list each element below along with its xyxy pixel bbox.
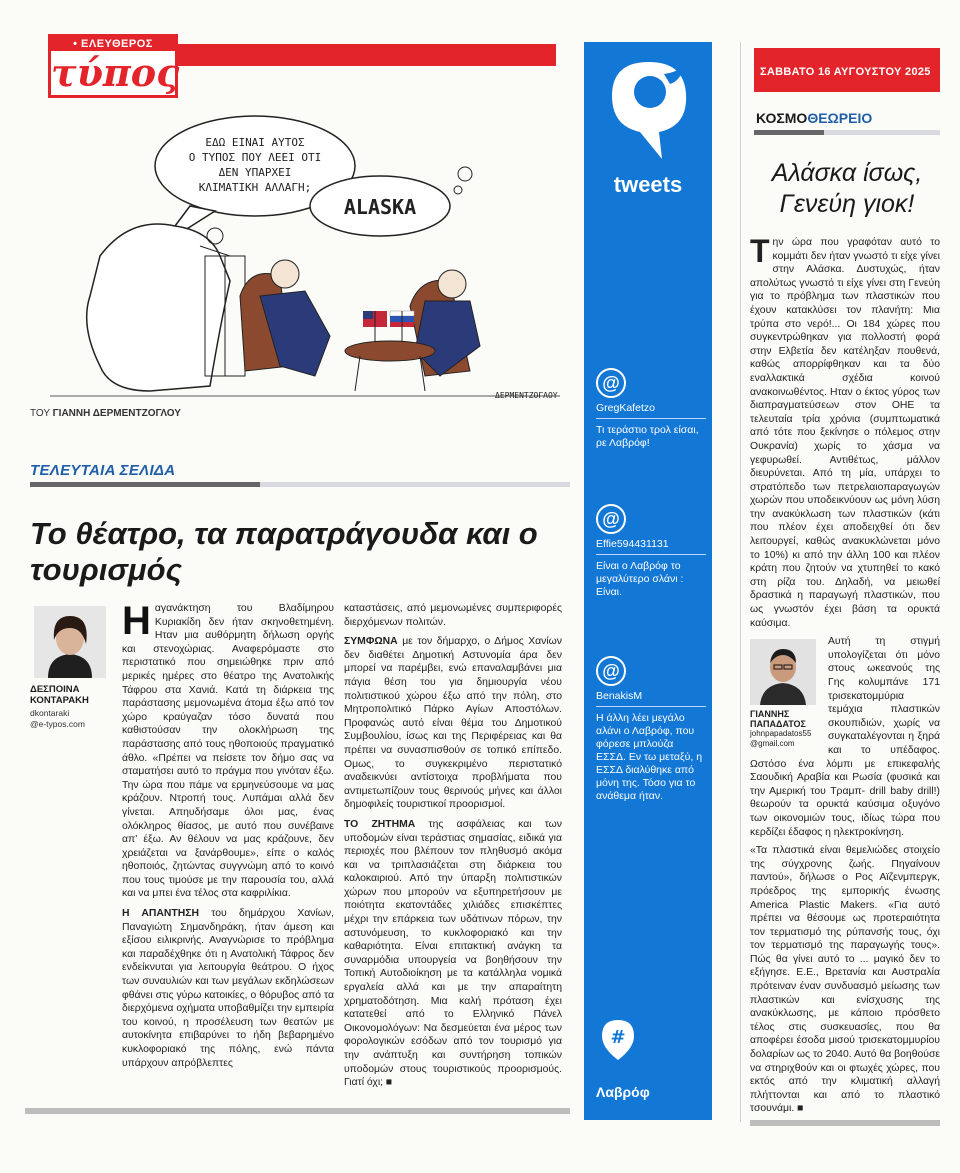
tweet-text: Είναι ο Λαβρόφ το μεγαλύτερο σλάνι : Είναι. [596, 560, 684, 598]
hashtag-icon [600, 1018, 636, 1062]
logo-top-text: • ΕΛΕΥΘΕΡΟΣ [51, 37, 175, 51]
columnist-name: ΓΙΑΝΝΗΣ ΠΑΠΑΔΑΤΟΣ [750, 709, 806, 730]
author-email [30, 708, 114, 730]
columnist-avatar-icon [750, 639, 816, 705]
cartoon-speech-line-4: ΚΛΙΜΑΤΙΚΗ ΑΛΛΑΓΗ; [198, 181, 312, 194]
tweet-handle[interactable]: GregKafetzo [596, 402, 655, 414]
article-paragraph-2 [122, 907, 334, 1070]
article-paragraph-5-lead: ΤΟ ΖΗΤΗΜΑ [344, 818, 416, 830]
article-paragraph-3: καταστάσεις, από μεμονωμένες συμπεριφορές διερχόμενων πολιτών. [344, 603, 562, 628]
cartoon-speech-line-3: ΔΕΝ ΥΠΑΡΧΕΙ [218, 166, 292, 179]
section-label: ΤΕΛΕΥΤΑΙΑ ΣΕΛΙΔΑ [30, 462, 176, 479]
article-column-1 [122, 599, 334, 1114]
column-separator [740, 42, 741, 1122]
article-paragraph-5-text: της ασφάλειας και των υποδομών είναι τεράστιας σημασίας, ειδικά για περιοχές που βλέπουν τον πληθυσμό ακόμα και να τριπλασιάζεται στη διάρκεια του καλοκαιριού. Από την ύπαρξη πολιτιστικών χώρων που μπορούν να εξυπηρετήσουν με ποιότητα εκατοντάδες χιλιάδες επισκέπτες μέχρι την επάρκεια των υδάτινων πόρων, την αστυνόμευση, το κυκλοφοριακό και την καθαριότητα. Είναι επιτακτική ανάγκη τα συναρμόδια υπουργεία να βοηθήσουν την Τοπική Αυτοδιοίκηση με τα κατάλληλα νομικά εργαλεία αλλά και με την απαραίτητη χρηματοδότηση. Μια καλή πρόταση έχει κατατεθεί από το Ελληνικό Πάνελ Οικονομολόγων: Να δεσμεύεται ένα μέρος των φορολογικών εσόδων από τον τουρισμό για την ανάπτυξη και συντήρηση τοπικών υποδομών στους τουριστικούς προορισμούς. Γιατί όχι; ■ [344, 818, 562, 1089]
column-rubric-b: ΘΕΩΡΕΙΟ [807, 110, 873, 126]
article-headline: Το θέατρο, τα παρατράγουδα και ο τουρισμός [30, 516, 538, 587]
article-paragraph-4-text: με τον δήμαρχο, ο Δήμος Χανίων δεν διαθέτει Δημοτική Αστυνομία άρα δεν μπορεί να παρέμβει, ενώ επαναλαμβάνει μια πάγια θέση του για δημιουργία νέου πολιτιστικού χώρου έξω από την πόλη, στο Μητροπολιτικό Πάρκο Αγίων Αποστόλων. Προφανώς αυτό είναι θέμα του Δημοτικού Συμβουλίου, ίσως και της Περιφέρειας και θα πρέπει να συνασπισθούν σε τοπικό επίπεδο. Ομως, το συγκεκριμένο περιστατικό αναδεικνύει αντίστοιχα προβλήματα που αντιμετωπίζουν τους θερινούς μήνες και άλλοι δημοφιλείς τουριστικοί προορισμοί. [344, 636, 562, 811]
article-paragraph-5 [344, 818, 562, 1090]
at-icon: @ [596, 504, 626, 534]
tweet-handle[interactable]: BenakisM [596, 690, 643, 702]
column-paragraph-1 [750, 233, 940, 630]
article-paragraph-2-text: του δημάρχου Χανίων, Παναγιώτη Σημανδηράκη, ήταν άμεση και εξίσου ειλικρινής. Αναγνώρισε το πρόβλημα και παραδέχθηκε ότι η Ανατολική Τάφρος δεν ενδείκνυται για λειτουργία θεάτρου. Ο ήχος των συναυλιών και των μεγάλων εκδηλώσεων φθάνει στις γύρω κατοικίες, ο θόρυβος από τα διερχόμενα οχήματα υποβαθμίζει την εμπειρία του κοινού, η προσέλευση των θεατών με αυτοκίνητα επιβαρύνει το ήδη βεβαρημένο κυκλοφοριακό της πόλης, ενώ πάντα υπάρχουν απρόβλεπτες [122, 908, 334, 1069]
column-rubric-a: ΚΟΣΜΟ [756, 110, 808, 126]
cartoon-illustration [40, 106, 570, 406]
column-bottom-rule [750, 1120, 940, 1126]
logo-main-text: τύπος [51, 50, 180, 95]
column-body [750, 233, 940, 1115]
tweet-divider [596, 554, 706, 555]
tweet-text: Η άλλη λέει μεγάλο αλάνι ο Λαβρόφ, που φόρεσε μπλούζα ΕΣΣΔ. Εν τω μεταξύ, η ΕΣΣΔ διαλύθηκε από μόνη της. Τόσο για το ανάθεμα ήταν. [596, 712, 703, 802]
svg-text:#: # [610, 1027, 626, 1048]
cartoon-speech-line-1: ΕΔΩ ΕΙΝΑΙ ΑΥΤΟΣ [205, 136, 305, 149]
issue-date: ΣΑΒΒΑΤΟ 16 ΑΥΓΟΥΣΤΟΥ 2025 [760, 66, 931, 78]
column-headline: Αλάσκα ίσως, Γενεύη γιοκ! [771, 159, 923, 218]
columnist-block [750, 639, 822, 751]
column-dropcap: Τ [750, 233, 770, 269]
newspaper-logo [48, 34, 178, 98]
article-paragraph-4 [344, 635, 562, 812]
columnist-email-line-1: johnpapadatos55 [750, 729, 812, 739]
author-name: ΔΕΣΠΟΙΝΑ ΚΟΝΤΑΡΑΚΗ [30, 684, 89, 706]
tweet-handle[interactable]: Effie594431131 [596, 538, 669, 550]
article-dropcap: Η [122, 599, 151, 643]
cartoon-credit [30, 408, 181, 419]
columnist-email-line-2: @gmail.com [750, 739, 795, 749]
article-paragraph-1 [122, 599, 334, 901]
cartoon-credit-name: ΓΙΑΝΝΗ ΔΕΡΜΕΝΤΖΟΓΛΟΥ [52, 408, 181, 419]
cartoon-signature: ΔΕΡΜΕΝΤΖΟΓΛΟΥ [495, 391, 558, 400]
article-column-2 [344, 602, 562, 1114]
article-bottom-rule [25, 1108, 570, 1114]
column-paragraph-2: Αυτή τη στιγμή υπολογίζεται ότι μόνο στους ωκεανούς της Γης κολυμπάνε 171 τρισεκατομμύρια τεμάχια πλαστικών σκουπιδιών, χωρίς να συγκαταλέγονται η ξηρά και το υπέδαφος. Ωστόσο ένα λόμπι με επικεφαλής Σαουδική Αραβία και Ρωσία (φυσικά και την Αμερική του Τραμπ- drill baby drill!) θεωρούν τα ορυκτά καύσιμα οξυγόνο των οικονομιών τους, ιδίως τώρα που κερδίζει έδαφος η ηλεκτροκίνηση. [750, 636, 940, 838]
column-rubric-rule-accent [754, 130, 824, 135]
article-paragraph-1-text: αγανάκτηση του Βλαδίμηρου Κυριακίδη δεν ήταν σκηνοθετημένη. Ηταν μια αυθόρμητη δήλωση οργής και στενοχώριας. Αναφερόμαστε στο περιστατικό που σημειώθηκε πριν από μερικές ημέρες στο θέατρο της Ανατολικής Τάφρου στα Χανιά. Κατά τη διάρκεια της παράστασης μεμονωμένα άτομα έξω από τον χώρο κραύγαζαν τόσο δυνατά που καθιστούσαν την ολοκλήρωση της παράστασης από τους ηθοποιούς πραγματικό άθλο. «Πρέπει να πείσετε τον δήμο σας να σταματήσει αυτό το πράγμα που γινόταν έξω. Την ώρα που πάμε να ερμηνεύσουμε να μας κράζουν. Ντροπή τους. Λυπάμαι αλλά δεν γίνεται. Απηυδήσαμε όλοι μας, ένας ολόκληρος θίασος, με αυτό που συνέβαινε απ’ έξω. Αν θέλουν να μας κράζουνε, δεν χρειάζεται να ξανάρθουμε», είπε ο καλός ηθοποιός, ζητώντας συγγνώμη από το κοινό που τους τιμούσε με την παρουσία του, αλλά και να μπει ένα τέλος στα καφριλίκια. [122, 603, 334, 900]
article-paragraph-4-lead: ΣΥΜΦΩΝΑ [344, 636, 398, 648]
cartoon-speech-line-2: Ο ΤΥΠΟΣ ΠΟΥ ΛΕΕΙ ΟΤΙ [188, 151, 322, 164]
author-photo [34, 606, 106, 678]
column-paragraph-1-text: ην ώρα που γραφόταν αυτό το κομμάτι δεν ήταν γνωστό τι είχε γίνει στην Αλάσκα. Δυστυχώς, ήταν απολύτως γνωστό τι είχε γίνει στη Γενεύη για το πρόβλημα των πλαστικών που έχουν κατακλύσει τον πλανήτη: Μια τρύπα στο νερό!... Οι 184 χώρες που συγκεντρώθηκαν για πολλοστή φορά στην Ελβετία δεν κατέληξαν πουθενά, καθώς απορρίφθηκαν και τα δύο εναλλακτικά σχέδια κοινού ανακοινωθέντος. Ηταν ο έκτος γύρος των διαπραγματεύσεων στον ΟΗΕ τα τελευταία τρία χρόνια (συμπτωματικά από τότε που ξεκίνησε ο πόλεμος στην Ουκρανία) χωρίς το χάσμα να γεφυρωθεί. Αντιθέτως, μάλλον διευρύνεται. Από τη μία, υπάρχει το στρατόπεδο των πετρελαιοπαραγωγών χωρών που υποδεικνύουν ως μόνη λύση την ανακύκλωση των πλαστικών (κάτι που πλέον έχει αποδειχθεί ότι δεν λειτουργεί, καθώς ανακυκλώνεται μόνο το 10%) κι από την άλλη 100 και πλέον κράτη που ζητούν να χτυπηθεί το κακό στη ρίζα του. Δηλαδή, να μειωθεί δραστικά η παραγωγή πλαστικών, που ως γνωστόν έχει βάση τα ορυκτά καύσιμα. [750, 237, 940, 629]
article-paragraph-2-lead: Η ΑΠΑΝΤΗΣΗ [122, 908, 199, 920]
cartoon-alaska-text: ALASKA [343, 195, 417, 219]
hashtag-label: Λαβρόφ [596, 1084, 650, 1100]
column-paragraph-3: «Τα πλαστικά είναι θεμελιώδες στοιχείο της σύγχρονης ζωής. Πηγαίνουν παντού», δήλωσε ο Ρος Αϊζενμπεργκ, πρόεδρος της εμπορικής ένωσης America Plastic Makers. «Για αυτό πρέπει να θέσουμε ως προτεραιότητα τον τερματισμό της ρύπανσής τους, όχι τον τερματισμό της παραγωγής τους». Πώς θα γίνει αυτό το ... μαγικό δεν το εξήγησε. Ε.Ε., Βρετανία και Αυστραλία πρότειναν έναν συνδυασμό μείωσης των πλαστικών και ενίσχυσης της ανακύκλωσης, με κάποιο πρόσθετο τέλος στις συσκευασίες, που θα αποφέρει έσοδα μισού τρισεκατομμυρίου δολαρίων ως το 2040. Αυτό θα βοηθούσε να στηριχθούν και οι φτωχές χώρες, που εκτός από την κλιματική αλλαγή πλήττονται και από το πλαστικό τσουνάμι. ■ [750, 845, 940, 1115]
tweet-divider [596, 418, 706, 419]
tweet-bird-icon [604, 54, 694, 164]
at-icon: @ [596, 656, 626, 686]
column-rubric [756, 110, 872, 126]
columnist-photo [750, 639, 816, 705]
at-icon: @ [596, 368, 626, 398]
section-rule-accent [30, 482, 260, 487]
tweet-text: Τι τεράστιο τρολ είσαι, ρε Λαβρόφ! [596, 424, 699, 449]
author-email-line-2: @e-typos.com [30, 719, 85, 729]
cartoon-credit-prefix: ΤΟΥ [30, 408, 50, 419]
author-avatar-icon [34, 606, 106, 678]
tweets-title: tweets [613, 172, 683, 197]
author-email-line-1: dkontaraki [30, 708, 70, 718]
tweet-divider [596, 706, 706, 707]
